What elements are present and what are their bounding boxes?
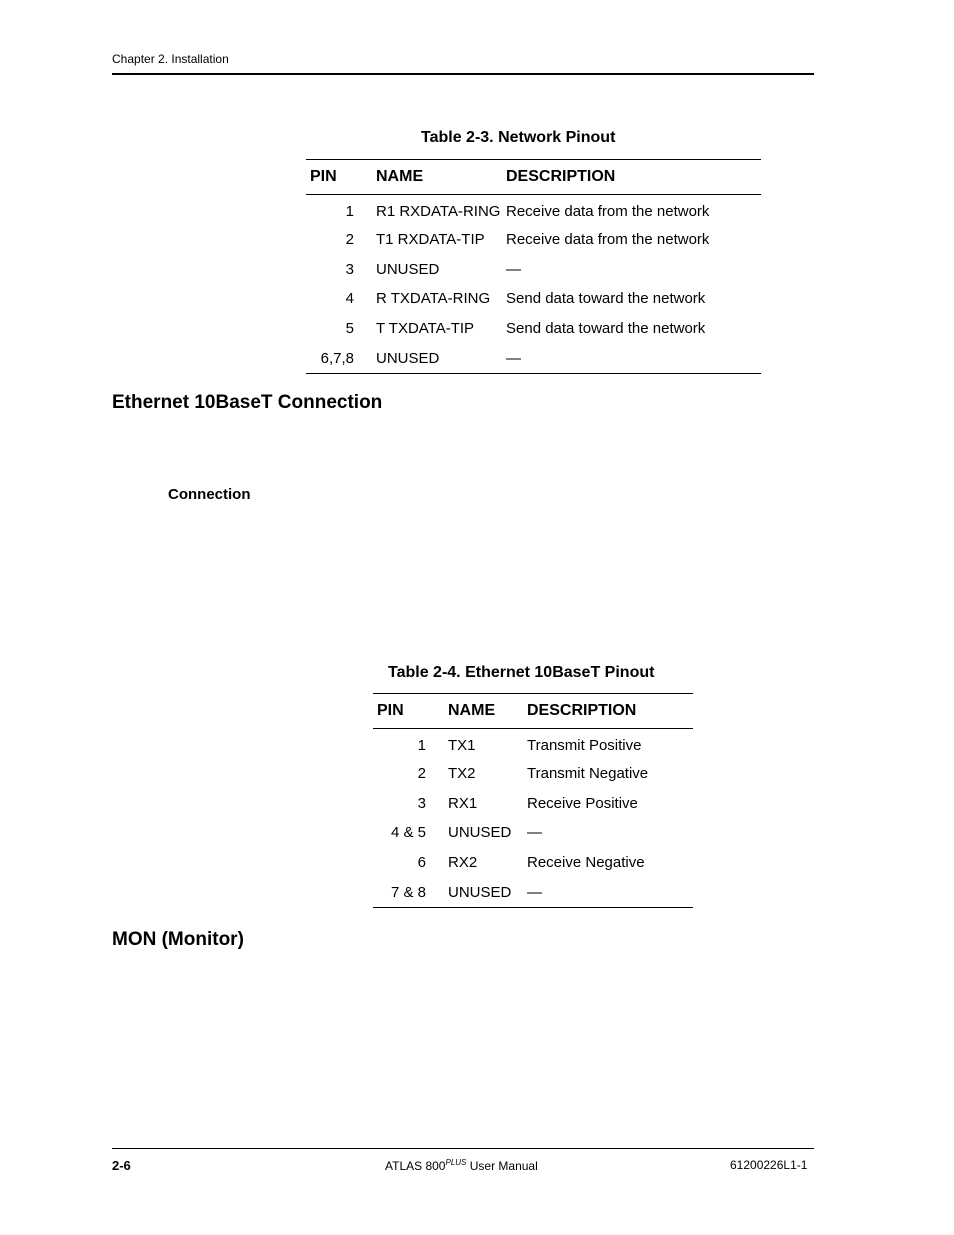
manual-title-suffix: User Manual — [466, 1159, 538, 1173]
column-header-name: NAME — [372, 160, 502, 195]
description-cell: — — [506, 260, 521, 278]
table-2-4-caption: Table 2-4. Ethernet 10BaseT Pinout — [388, 664, 655, 681]
description-cell: Receive data from the network — [506, 231, 710, 249]
description-cell: Transmit Positive — [527, 736, 642, 754]
pin-cell: 4 & 5 — [390, 824, 426, 842]
table-row — [373, 877, 693, 908]
table-row — [306, 314, 761, 344]
subheading-connection: Connection — [168, 486, 251, 503]
name-cell: UNUSED — [372, 343, 502, 374]
name-cell: TX1 — [448, 736, 476, 754]
name-cell: RX2 — [448, 854, 478, 872]
running-head: Chapter 2. Installation — [112, 52, 229, 66]
name-cell: UNUSED — [376, 260, 440, 278]
table-row — [306, 225, 761, 255]
name-cell: RX1 — [448, 794, 478, 812]
description-cell: — — [523, 877, 693, 908]
description-cell: Receive Positive — [527, 794, 638, 812]
pin-cell: 1 — [417, 736, 426, 754]
header-rule — [112, 73, 814, 75]
pin-cell: 3 — [345, 260, 354, 278]
column-header-description: DESCRIPTION — [523, 694, 693, 729]
manual-title-superscript: PLUS — [445, 1158, 467, 1167]
table-row — [306, 343, 761, 374]
network-pinout-table — [306, 159, 761, 374]
table-2-3-caption: Table 2-3. Network Pinout — [421, 129, 616, 146]
footer-rule — [112, 1148, 814, 1149]
table-row — [373, 789, 693, 819]
document-number: 61200226L1-1 — [730, 1158, 808, 1172]
name-cell: T1 RXDATA-TIP — [376, 231, 485, 249]
page-number: 2-6 — [112, 1158, 131, 1173]
name-cell: T TXDATA-TIP — [376, 320, 475, 338]
column-header-pin: PIN — [306, 160, 372, 195]
pin-cell: 1 — [345, 202, 354, 220]
pin-cell: 6 — [417, 854, 426, 872]
description-cell: Receive Negative — [527, 854, 645, 872]
name-cell: UNUSED — [448, 824, 512, 842]
table-row — [373, 729, 693, 760]
pin-cell: 7 & 8 — [373, 877, 444, 908]
description-cell: Send data toward the network — [506, 290, 706, 308]
pin-cell: 2 — [345, 231, 354, 249]
name-cell: R TXDATA-RING — [376, 290, 491, 308]
table-row — [306, 284, 761, 314]
pin-cell: 2 — [417, 765, 426, 783]
description-cell: Transmit Negative — [527, 765, 649, 783]
name-cell: UNUSED — [444, 877, 523, 908]
description-cell: Send data toward the network — [506, 320, 706, 338]
column-header-pin: PIN — [373, 694, 444, 729]
description-cell: — — [502, 343, 761, 374]
pin-cell: 5 — [345, 320, 354, 338]
manual-title — [385, 1158, 538, 1173]
pin-cell: 6,7,8 — [306, 343, 372, 374]
pin-cell: 3 — [417, 794, 426, 812]
ethernet-pinout-table — [373, 693, 693, 908]
table-row — [306, 255, 761, 285]
name-cell: R1 RXDATA-RING — [376, 202, 501, 220]
table-row — [373, 759, 693, 789]
description-cell: Receive data from the network — [506, 202, 710, 220]
section-heading-mon: MON (Monitor) — [112, 929, 244, 950]
manual-title-prefix: ATLAS 800 — [385, 1159, 446, 1173]
table-row — [373, 848, 693, 878]
column-header-description: DESCRIPTION — [502, 160, 761, 195]
name-cell: TX2 — [448, 765, 476, 783]
column-header-name: NAME — [444, 694, 523, 729]
table-row — [306, 195, 761, 226]
pin-cell: 4 — [345, 290, 354, 308]
description-cell: — — [527, 824, 542, 842]
table-row — [373, 818, 693, 848]
section-heading-ethernet: Ethernet 10BaseT Connection — [112, 392, 383, 413]
